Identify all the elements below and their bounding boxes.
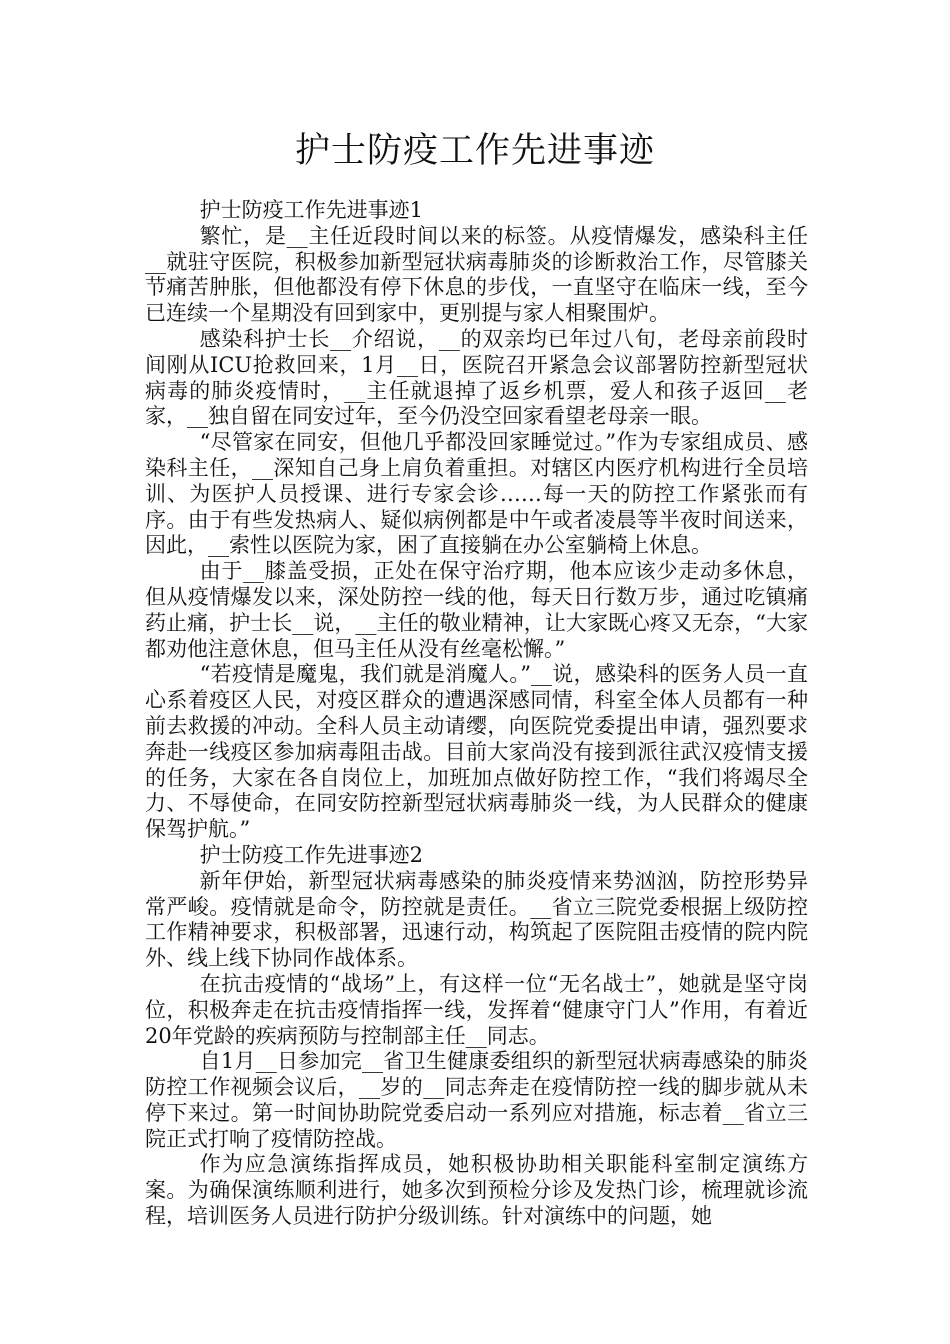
body-paragraph: 新年伊始，新型冠状病毒感染的肺炎疫情来势汹汹，防控形势异常严峻。疫情就是命令，防控就是责任。__省立三院党委根据上级防控工作精神要求，积极部署，迅速行动，构筑起了医院阻击疫情的院内院外、线上线下协同作战体系。 <box>145 868 808 971</box>
body-paragraph: 繁忙，是__主任近段时间以来的标签。从疫情爆发，感染科主任__就驻守医院，积极参加新型冠状病毒肺炎的诊断救治工作，尽管膝关节痛苦肿胀，但他都没有停下休息的步伐，一直坚守在临床一线，至今已连续一个星期没有回到家中，更别提与家人相聚围炉。 <box>145 223 808 326</box>
section-heading: 护士防疫工作先进事迹2 <box>199 842 423 867</box>
body-paragraph: “尽管家在同安，但他几乎都没回家睡觉过。”作为专家组成员、感染科主任，__深知自己身上肩负着重担。对辖区内医疗机构进行全员培训、为医护人员授课、进行专家会诊……每一天的防控工作紧张而有序。由于有些发热病人、疑似病例都是中午或者凌晨等半夜时间送来，因此，__索性以医院为家，困了直接躺在办公室躺椅上休息。 <box>145 430 808 558</box>
body-paragraph: 由于__膝盖受损，正处在保守治疗期，他本应该少走动多休息，但从疫情爆发以来，深处防控一线的他，每天日行数万步，通过吃镇痛药止痛，护士长__说，__主任的敬业精神，让大家既心疼又无奈，“大家都劝他注意休息，但马主任从没有丝毫松懈。” <box>145 559 808 661</box>
body-paragraph: 感染科护士长__介绍说，__的双亲均已年过八旬，老母亲前段时间刚从ICU抢救回来，1月__日，医院召开紧急会议部署防控新型冠状病毒的肺炎疫情时，__主任就退掉了返乡机票，爱人和孩子返回__老家，__独自留在同安过年，至今仍没空回家看望老母亲一眼。 <box>145 326 808 429</box>
body-paragraph: 在抗击疫情的“战场”上，有这样一位“无名战士”，她就是坚守岗位，积极奔走在抗击疫情指挥一线，发挥着“健康守门人”作用，有着近20年党龄的疾病预防与控制部主任__同志。 <box>145 971 808 1048</box>
body-paragraph: “若疫情是魔鬼，我们就是消魔人。”__说，感染科的医务人员一直心系着疫区人民，对疫区群众的遭遇深感同情，科室全体人员都有一种前去救援的冲动。全科人员主动请缨，向医院党委提出申请，强烈要求奔赴一线疫区参加病毒阻击战。目前大家尚没有接到派往武汉疫情支援的任务，大家在各自岗位上，加班加点做好防控工作，“我们将竭尽全力、不辱使命，在同安防控新型冠状病毒肺炎一线，为人民群众的健康保驾护航。” <box>145 662 808 842</box>
section-heading: 护士防疫工作先进事迹1 <box>199 198 423 222</box>
document-body <box>145 198 808 1230</box>
body-paragraph: 自1月__日参加完__省卫生健康委组织的新型冠状病毒感染的肺炎防控工作视频会议后，__岁的__同志奔走在疫情防控一线的脚步就从未停下来过。第一时间协助院党委启动一系列应对措施，标志着__省立三院正式打响了疫情防控战。 <box>145 1049 808 1151</box>
document-title: 护士防疫工作先进事迹 <box>294 131 655 171</box>
body-paragraph: 作为应急演练指挥成员，她积极协助相关职能科室制定演练方案。为确保演练顺利进行，她多次到预检分诊及发热门诊，梳理就诊流程，培训医务人员进行防护分级训练。针对演练中的问题，她 <box>145 1152 808 1229</box>
